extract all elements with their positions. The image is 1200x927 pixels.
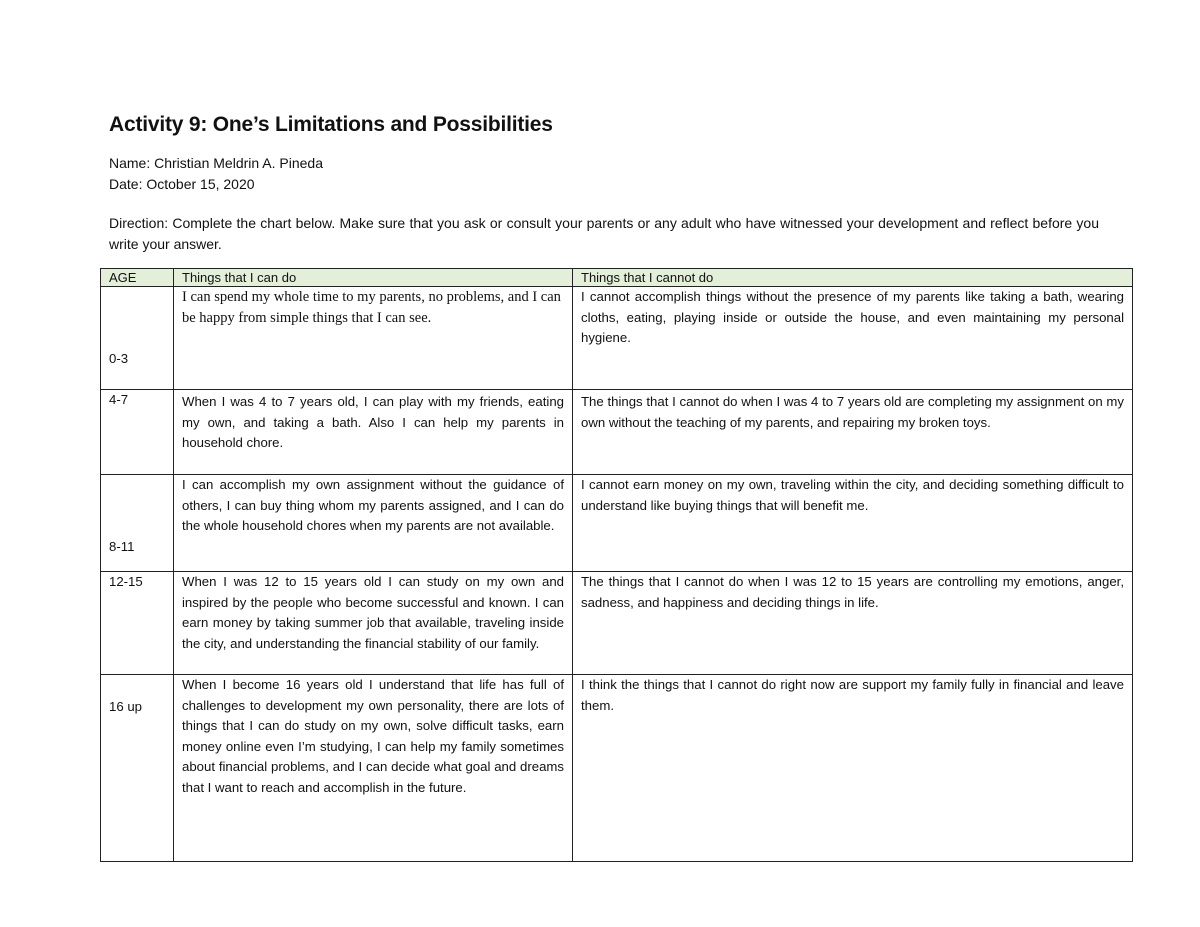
table-row xyxy=(101,390,1133,475)
table-row xyxy=(101,675,1133,862)
age-cell: 12-15 xyxy=(101,572,174,675)
age-cell: 8-11 xyxy=(101,475,174,572)
can-do-cell: When I was 4 to 7 years old, I can play with my friends, eating my own, and taking a bath. Also I can help my parents in household chore. xyxy=(174,390,573,475)
table-row xyxy=(101,475,1133,572)
age-cell: 4-7 xyxy=(101,390,174,475)
header-age: AGE xyxy=(101,269,174,287)
age-cell: 16 up xyxy=(101,675,174,862)
date-line: Date: October 15, 2020 xyxy=(109,176,255,192)
can-do-cell: When I become 16 years old I understand that life has full of challenges to development my own personality, there are lots of things that I can do study on my own, solve difficult tasks, earn money online even I’m studying, I can help my family sometimes about financial problems, and I can decide what goal and dreams that I want to reach and accomplish in the future. xyxy=(174,675,573,862)
header-row xyxy=(101,269,1133,287)
cannot-do-cell: I think the things that I cannot do right now are support my family fully in financial and leave them. xyxy=(573,675,1133,862)
can-do-cell: I can accomplish my own assignment without the guidance of others, I can buy thing whom my parents assigned, and I can do the whole household chores when my parents are not available. xyxy=(174,475,573,572)
table-row xyxy=(101,572,1133,675)
header-can-do: Things that I can do xyxy=(174,269,573,287)
page-title: Activity 9: One’s Limitations and Possibilities xyxy=(109,113,553,136)
age-cell: 0-3 xyxy=(101,287,174,390)
cannot-do-cell: The things that I cannot do when I was 12 to 15 years are controlling my emotions, anger, sadness, and happiness and deciding things in life. xyxy=(573,572,1133,675)
table-row xyxy=(101,287,1133,390)
name-line: Name: Christian Meldrin A. Pineda xyxy=(109,155,323,171)
can-do-cell: When I was 12 to 15 years old I can study on my own and inspired by the people who become successful and known. I can earn money by taking summer job that available, traveling inside the city, and understanding the financial stability of our family. xyxy=(174,572,573,675)
header-cannot-do: Things that I cannot do xyxy=(573,269,1133,287)
cannot-do-cell: The things that I cannot do when I was 4 to 7 years old are completing my assignment on my own without the teaching of my parents, and repairing my broken toys. xyxy=(573,390,1133,475)
cannot-do-cell: I cannot accomplish things without the presence of my parents like taking a bath, wearing cloths, eating, playing inside or outside the house, and even maintaining my personal hygiene. xyxy=(573,287,1133,390)
cannot-do-cell: I cannot earn money on my own, traveling within the city, and deciding something difficult to understand like buying things that will benefit me. xyxy=(573,475,1133,572)
can-do-cell: I can spend my whole time to my parents, no problems, and I can be happy from simple things that I can see. xyxy=(174,287,573,390)
direction-text: Direction: Complete the chart below. Make sure that you ask or consult your parents or any adult who have witnessed your development and reflect before you write your answer. xyxy=(109,215,1099,252)
limitations-chart xyxy=(100,268,1133,862)
